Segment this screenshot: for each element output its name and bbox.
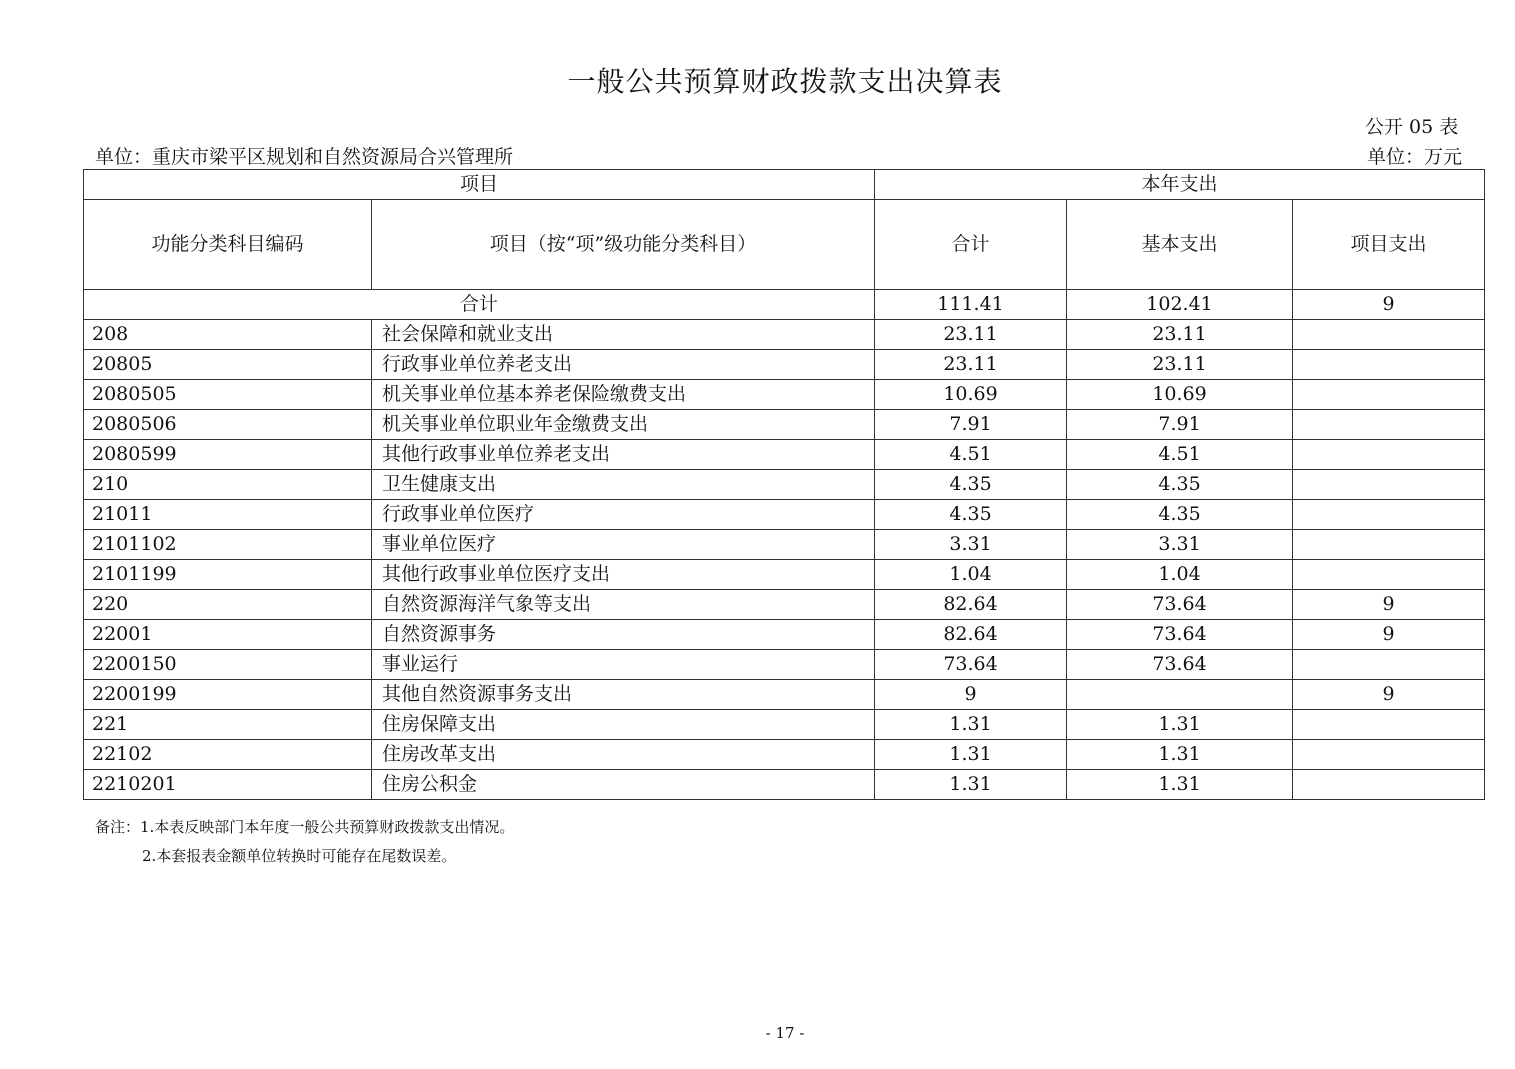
- row-basic: 1.31: [1067, 740, 1293, 770]
- header-total: 合计: [875, 200, 1067, 290]
- row-project: [1293, 320, 1485, 350]
- row-basic: 23.11: [1067, 350, 1293, 380]
- table-row: [84, 620, 1485, 650]
- row-code: 220: [84, 590, 372, 620]
- table-row: [84, 410, 1485, 440]
- table-row: [84, 740, 1485, 770]
- row-name: 事业单位医疗: [372, 530, 875, 560]
- row-basic: 3.31: [1067, 530, 1293, 560]
- total-label: 合计: [84, 290, 875, 320]
- row-project: [1293, 530, 1485, 560]
- row-basic: 73.64: [1067, 650, 1293, 680]
- row-code: 21011: [84, 500, 372, 530]
- row-total: 1.04: [875, 560, 1067, 590]
- header-basic: 基本支出: [1067, 200, 1293, 290]
- row-project: [1293, 500, 1485, 530]
- reporting-unit: 单位：重庆市梁平区规划和自然资源局合兴管理所: [95, 146, 514, 168]
- currency-unit: 单位：万元: [1367, 146, 1463, 168]
- table-row: [84, 530, 1485, 560]
- row-name: 行政事业单位医疗: [372, 500, 875, 530]
- row-project: [1293, 560, 1485, 590]
- table-row: [84, 680, 1485, 710]
- row-name: 其他自然资源事务支出: [372, 680, 875, 710]
- row-code: 2101102: [84, 530, 372, 560]
- row-code: 221: [84, 710, 372, 740]
- total-basic: 102.41: [1067, 290, 1293, 320]
- row-total: 4.51: [875, 440, 1067, 470]
- row-project: [1293, 440, 1485, 470]
- row-basic: 4.35: [1067, 500, 1293, 530]
- row-total: 23.11: [875, 320, 1067, 350]
- row-basic: 4.51: [1067, 440, 1293, 470]
- table-row: [84, 710, 1485, 740]
- header-project-exp: 项目支出: [1293, 200, 1485, 290]
- row-code: 2080506: [84, 410, 372, 440]
- table-code: 公开 05 表: [1365, 116, 1459, 138]
- total-project: 9: [1293, 290, 1485, 320]
- row-project: [1293, 350, 1485, 380]
- row-project: 9: [1293, 590, 1485, 620]
- row-basic: 23.11: [1067, 320, 1293, 350]
- row-project: [1293, 710, 1485, 740]
- row-project: [1293, 770, 1485, 800]
- row-code: 20805: [84, 350, 372, 380]
- row-name: 机关事业单位职业年金缴费支出: [372, 410, 875, 440]
- row-project: [1293, 650, 1485, 680]
- row-total: 4.35: [875, 500, 1067, 530]
- row-basic: 73.64: [1067, 620, 1293, 650]
- row-code: 2210201: [84, 770, 372, 800]
- row-code: 22102: [84, 740, 372, 770]
- header-row-top: [84, 170, 1485, 200]
- page-title: 一般公共预算财政拨款支出决算表: [567, 65, 1003, 98]
- row-project: 9: [1293, 620, 1485, 650]
- row-code: 210: [84, 470, 372, 500]
- table-row: [84, 440, 1485, 470]
- row-basic: 4.35: [1067, 470, 1293, 500]
- row-name: 其他行政事业单位医疗支出: [372, 560, 875, 590]
- row-total: 10.69: [875, 380, 1067, 410]
- row-total: 1.31: [875, 710, 1067, 740]
- row-name: 住房公积金: [372, 770, 875, 800]
- row-basic: 10.69: [1067, 380, 1293, 410]
- row-total: 1.31: [875, 740, 1067, 770]
- row-name: 行政事业单位养老支出: [372, 350, 875, 380]
- row-basic: 1.04: [1067, 560, 1293, 590]
- header-item: 项目（按“项”级功能分类科目）: [372, 200, 875, 290]
- note-1: 备注：1.本表反映部门本年度一般公共预算财政拨款支出情况。: [95, 818, 515, 836]
- row-code: 2080505: [84, 380, 372, 410]
- row-name: 住房保障支出: [372, 710, 875, 740]
- row-name: 自然资源事务: [372, 620, 875, 650]
- header-project: 项目: [84, 170, 875, 200]
- row-code: 22001: [84, 620, 372, 650]
- row-total: 73.64: [875, 650, 1067, 680]
- table-row: [84, 590, 1485, 620]
- row-name: 其他行政事业单位养老支出: [372, 440, 875, 470]
- row-total: 82.64: [875, 590, 1067, 620]
- table-row: [84, 560, 1485, 590]
- row-total: 3.31: [875, 530, 1067, 560]
- row-code: 2101199: [84, 560, 372, 590]
- row-project: 9: [1293, 680, 1485, 710]
- table-row: [84, 470, 1485, 500]
- row-code: 208: [84, 320, 372, 350]
- row-basic: 1.31: [1067, 710, 1293, 740]
- row-name: 机关事业单位基本养老保险缴费支出: [372, 380, 875, 410]
- row-name: 社会保障和就业支出: [372, 320, 875, 350]
- row-basic: 73.64: [1067, 590, 1293, 620]
- row-name: 卫生健康支出: [372, 470, 875, 500]
- table-row: [84, 770, 1485, 800]
- row-basic: 1.31: [1067, 770, 1293, 800]
- row-total: 4.35: [875, 470, 1067, 500]
- row-total: 9: [875, 680, 1067, 710]
- row-code: 2200199: [84, 680, 372, 710]
- header-row-sub: [84, 200, 1485, 290]
- row-name: 自然资源海洋气象等支出: [372, 590, 875, 620]
- table-row: [84, 320, 1485, 350]
- notes: [95, 813, 514, 871]
- total-row: [84, 290, 1485, 320]
- table-row: [84, 650, 1485, 680]
- row-name: 住房改革支出: [372, 740, 875, 770]
- row-total: 82.64: [875, 620, 1067, 650]
- row-code: 2080599: [84, 440, 372, 470]
- row-project: [1293, 410, 1485, 440]
- row-project: [1293, 470, 1485, 500]
- page-number: - 17 -: [765, 1024, 805, 1042]
- row-project: [1293, 380, 1485, 410]
- row-code: 2200150: [84, 650, 372, 680]
- total-total: 111.41: [875, 290, 1067, 320]
- row-project: [1293, 740, 1485, 770]
- table-row: [84, 350, 1485, 380]
- expenditure-table: [83, 169, 1485, 800]
- table-row: [84, 500, 1485, 530]
- note-2: 2.本套报表金额单位转换时可能存在尾数误差。: [142, 847, 457, 865]
- table-row: [84, 380, 1485, 410]
- row-name: 事业运行: [372, 650, 875, 680]
- row-basic: 7.91: [1067, 410, 1293, 440]
- row-total: 1.31: [875, 770, 1067, 800]
- row-basic: [1067, 680, 1293, 710]
- header-current-year: 本年支出: [875, 170, 1485, 200]
- header-code: 功能分类科目编码: [84, 200, 372, 290]
- row-total: 7.91: [875, 410, 1067, 440]
- row-total: 23.11: [875, 350, 1067, 380]
